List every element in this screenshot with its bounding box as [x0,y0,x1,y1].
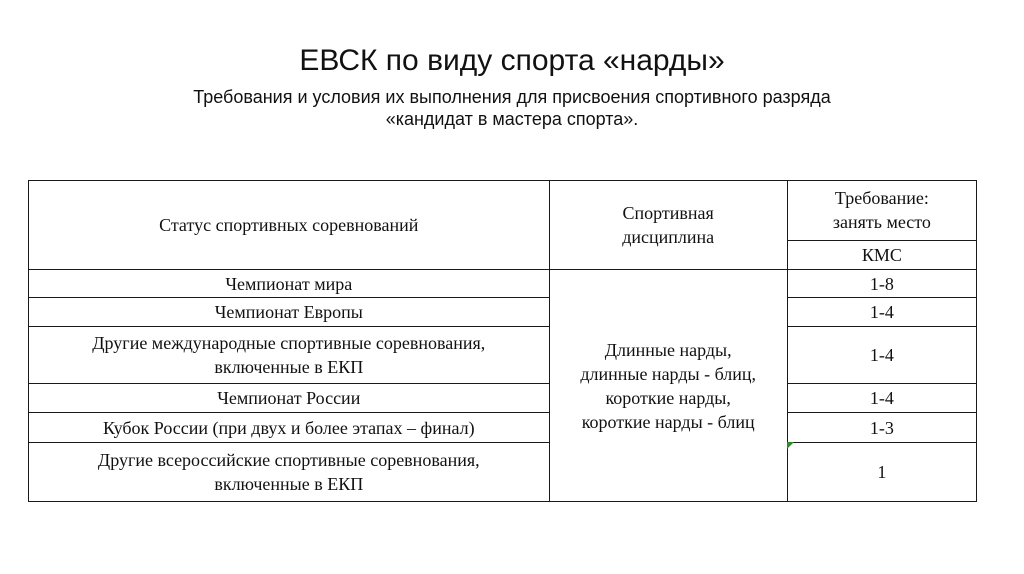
header-requirement-line-1: Требование: [834,188,929,209]
cell-comment-marker-icon [787,442,794,449]
subtitle-line-2: «кандидат в мастера спорта». [385,109,639,129]
row-status: Кубок России (при двух и более этапах – финал) [29,413,550,443]
row-status: Чемпионат мира [29,270,550,298]
discipline-line-2: длинные нарды - блиц, [580,363,757,384]
page-subtitle [0,86,1024,130]
row-place-value: 1 [877,462,887,482]
row-place: 1-8 [787,270,976,298]
row-status-line-2: включенные в ЕКП [214,357,364,377]
discipline-line-3: короткие нарды, [605,387,731,408]
row-status-line-1: Другие международные спортивные соревнования, [92,333,486,353]
row-place: 1-4 [787,327,976,384]
table-row [29,443,977,502]
table-row [29,384,977,413]
header-requirement-line-2: занять место [832,212,931,233]
header-status: Статус спортивных соревнований [29,181,550,270]
row-status [29,443,550,502]
header-requirement [787,181,976,241]
discipline-line-1: Длинные нарды, [604,339,732,360]
table-row [29,270,977,298]
requirements-table [28,180,977,502]
table-row [29,413,977,443]
row-status: Чемпионат России [29,384,550,413]
header-discipline-line-2: дисциплина [622,227,715,247]
row-status-line-1: Другие всероссийские спортивные соревнования, [97,450,480,470]
table-row [29,327,977,384]
row-place: 1-3 [787,413,976,443]
header-discipline-line-1: Спортивная [622,203,714,223]
header-discipline [549,181,787,270]
row-place [787,443,976,502]
row-place: 1-4 [787,298,976,327]
row-status [29,327,550,384]
row-status: Чемпионат Европы [29,298,550,327]
discipline-cell [549,270,787,502]
row-status-line-2: включенные в ЕКП [214,474,364,494]
row-place: 1-4 [787,384,976,413]
discipline-line-4: короткие нарды - блиц [581,411,755,432]
header-rank: КМС [787,240,976,269]
table-row [29,298,977,327]
page-title: ЕВСК по виду спорта «нарды» [299,44,725,77]
subtitle-line-1: Требования и условия их выполнения для присвоения спортивного разряда [193,87,831,107]
